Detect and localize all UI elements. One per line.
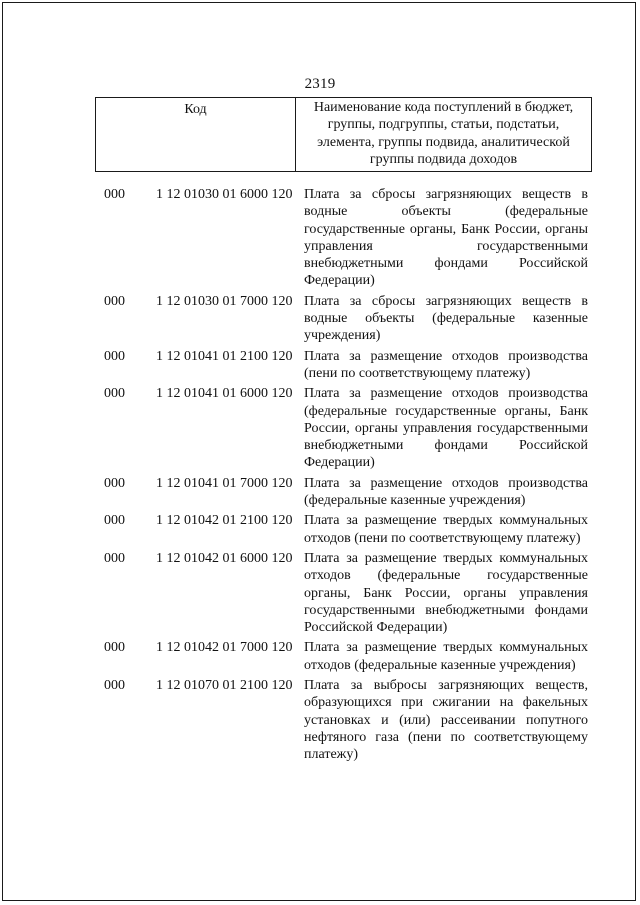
row-description: Плата за размещение отходов производства (федеральные государственные органы, Банк России, органы управления государственными внебюджетными фондами Российской Федерации) bbox=[304, 386, 588, 471]
row-admin-code: 000 bbox=[104, 678, 125, 694]
row-admin-code: 000 bbox=[104, 550, 125, 566]
row-description: Плата за размещение твердых коммунальных отходов (федеральные казенные учреждения) bbox=[304, 640, 588, 673]
table-row bbox=[0, 550, 640, 636]
row-income-code: 1 12 01041 01 7000 120 bbox=[156, 475, 293, 491]
row-income-code: 1 12 01041 01 6000 120 bbox=[156, 386, 293, 402]
row-admin-code: 000 bbox=[104, 293, 125, 309]
row-description: Плата за размещение отходов производства (пени по соответствующему платежу) bbox=[304, 348, 588, 381]
row-description: Плата за сбросы загрязняющих веществ в водные объекты (федеральные государственные органы, Банк России, органы управления государственными внебюджетными фондами Российской Федерации) bbox=[304, 187, 588, 289]
row-description: Плата за размещение отходов производства (федеральные казенные учреждения) bbox=[304, 475, 588, 509]
row-income-code: 1 12 01030 01 7000 120 bbox=[156, 293, 293, 309]
table-header bbox=[95, 97, 592, 172]
table-row bbox=[0, 639, 640, 674]
table-row bbox=[0, 677, 640, 763]
table-row bbox=[0, 512, 640, 547]
header-code-label: Код bbox=[96, 98, 296, 171]
header-name-label: Наименование кода поступлений в бюджет, группы, подгруппы, статьи, подстатьи, элемента, группы подвида, аналитической группы подвида доходов bbox=[313, 100, 574, 167]
row-admin-code: 000 bbox=[104, 475, 125, 491]
row-admin-code: 000 bbox=[104, 513, 125, 529]
row-admin-code: 000 bbox=[104, 386, 125, 402]
row-income-code: 1 12 01070 01 2100 120 bbox=[156, 678, 293, 694]
table-body bbox=[0, 186, 640, 767]
row-income-code: 1 12 01042 01 7000 120 bbox=[156, 640, 293, 656]
row-admin-code: 000 bbox=[104, 348, 125, 364]
row-description: Плата за сбросы загрязняющих веществ в водные объекты (федеральные казенные учреждения) bbox=[304, 293, 588, 344]
table-row bbox=[0, 385, 640, 471]
table-row bbox=[0, 348, 640, 383]
row-admin-code: 000 bbox=[104, 640, 125, 656]
row-income-code: 1 12 01041 01 2100 120 bbox=[156, 348, 293, 364]
row-income-code: 1 12 01042 01 2100 120 bbox=[156, 513, 293, 529]
row-admin-code: 000 bbox=[104, 187, 125, 202]
page-number: 2319 bbox=[304, 76, 336, 92]
table-row bbox=[0, 293, 640, 345]
row-income-code: 1 12 01030 01 6000 120 bbox=[156, 187, 293, 202]
table-row bbox=[0, 475, 640, 510]
row-income-code: 1 12 01042 01 6000 120 bbox=[156, 550, 293, 566]
row-description: Плата за выбросы загрязняющих веществ, образующихся при сжигании на факельных установках и (или) рассеивании попутного нефтяного газа (пени по соответствующему платежу) bbox=[304, 678, 588, 763]
row-description: Плата за размещение твердых коммунальных отходов (федеральные государственные органы, Банк России, органы управления государственными внебюджетными фондами Российской Федерации) bbox=[304, 550, 588, 636]
table-row bbox=[0, 186, 640, 290]
row-description: Плата за размещение твердых коммунальных отходов (пени по соответствующему платежу) bbox=[304, 513, 588, 546]
